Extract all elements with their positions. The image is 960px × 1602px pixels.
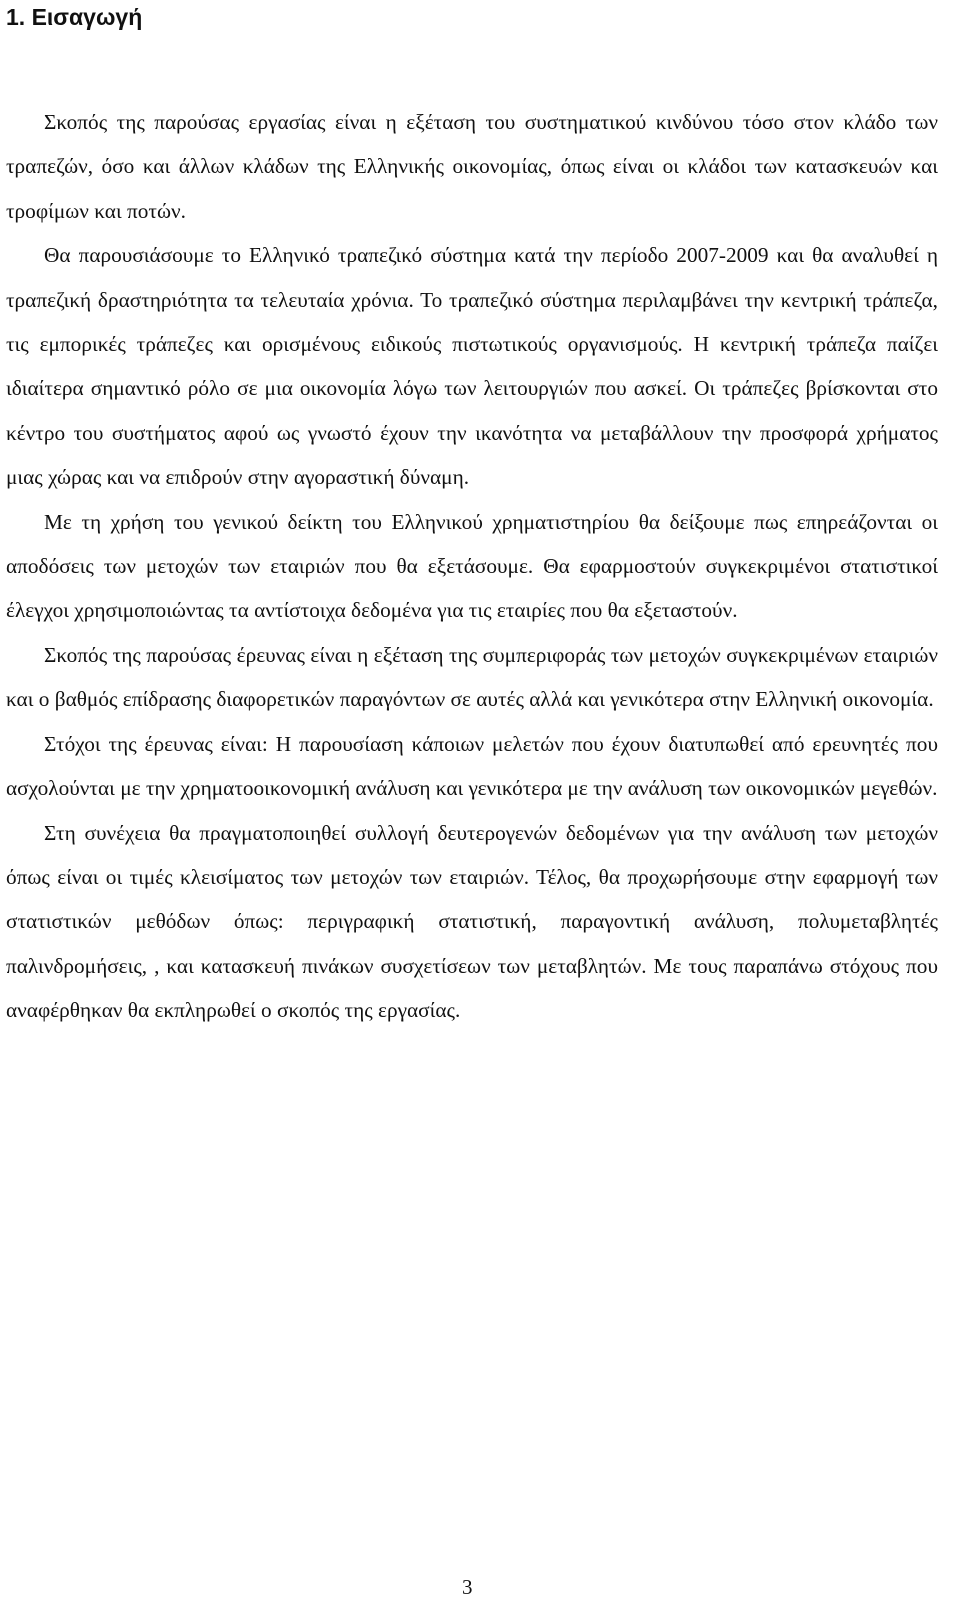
paragraph (6, 500, 938, 633)
paragraph (6, 811, 938, 1033)
paragraph-text: Θα παρουσιάσουμε το Ελληνικό τραπεζικό σύστημα κατά την περίοδο 2007-2009 και θα αναλυθεί η τραπεζική δραστηριότητα τα τελευταία χρόνια. Το τραπεζικό σύστημα περιλαμβάνει την κεντρική τράπεζα, τις εμπορικές τράπεζες και ορισμένους ειδικούς πιστωτικούς οργανισμούς. Η κεντρική τράπεζα παίζει ιδιαίτερα σημαντικό ρόλο σε μια οικονομία λόγω των λειτουργιών που ασκεί. Οι τράπεζες βρίσκονται στο κέντρο του συστήματος αφού ως γνωστό έχουν την ικανότητα να μεταβάλλουν την προσφορά χρήματος μιας χώρας και να επιδρούν στην αγοραστική δύναμη. (6, 243, 938, 490)
paragraph-text: Στόχοι της έρευνας είναι: Η παρουσίαση κάποιων μελετών που έχουν διατυπωθεί από ερευνητές που ασχολούνται με την χρηματοοικονομική ανάλυση και γενικότερα με την ανάλυση των οικονομικών μεγεθών. (6, 731, 938, 801)
paragraph (6, 633, 938, 722)
paragraph (6, 722, 938, 811)
body-text (6, 100, 938, 1033)
paragraph (6, 100, 938, 233)
page-number: 3 (462, 1575, 473, 1599)
paragraph-text: Σκοπός της παρούσας έρευνας είναι η εξέταση της συμπεριφοράς των μετοχών συγκεκριμένων εταιριών και ο βαθμός επίδρασης διαφορετικών παραγόντων σε αυτές αλλά και γενικότερα στην Ελληνική οικονομία. (6, 642, 938, 712)
paragraph (6, 233, 938, 499)
section-heading: 1. Εισαγωγή (6, 4, 143, 30)
paragraph-text: Με τη χρήση του γενικού δείκτη του Ελληνικού χρηματιστηρίου θα δείξουμε πως επηρεάζονται οι αποδόσεις των μετοχών των εταιριών που θα εξετάσουμε. Θα εφαρμοστούν συγκεκριμένοι στατιστικοί έλεγχοι χρησιμοποιώντας τα αντίστοιχα δεδομένα για τις εταιρίες που θα εξεταστούν. (6, 509, 938, 623)
paragraph-text: Σκοπός της παρούσας εργασίας είναι η εξέταση του συστηματικού κινδύνου τόσο στον κλάδο των τραπεζών, όσο και άλλων κλάδων της Ελληνικής οικονομίας, όπως είναι οι κλάδοι των κατασκευών και τροφίμων και ποτών. (6, 110, 938, 223)
paragraph-text: Στη συνέχεια θα πραγματοποιηθεί συλλογή δευτερογενών δεδομένων για την ανάλυση των μετοχών όπως είναι οι τιμές κλεισίματος των μετοχών των εταιριών. Τέλος, θα προχωρήσουμε στην εφαρμογή των στατιστικών μεθόδων όπως: περιγραφική στατιστική, παραγοντική ανάλυση, πολυμεταβλητές παλινδρομήσεις, , και κατασκευή πινάκων συσχετίσεων των μεταβλητών. Με τους παραπάνω στόχους που αναφέρθηκαν θα εκπληρωθεί ο σκοπός της εργασίας. (6, 820, 938, 1023)
